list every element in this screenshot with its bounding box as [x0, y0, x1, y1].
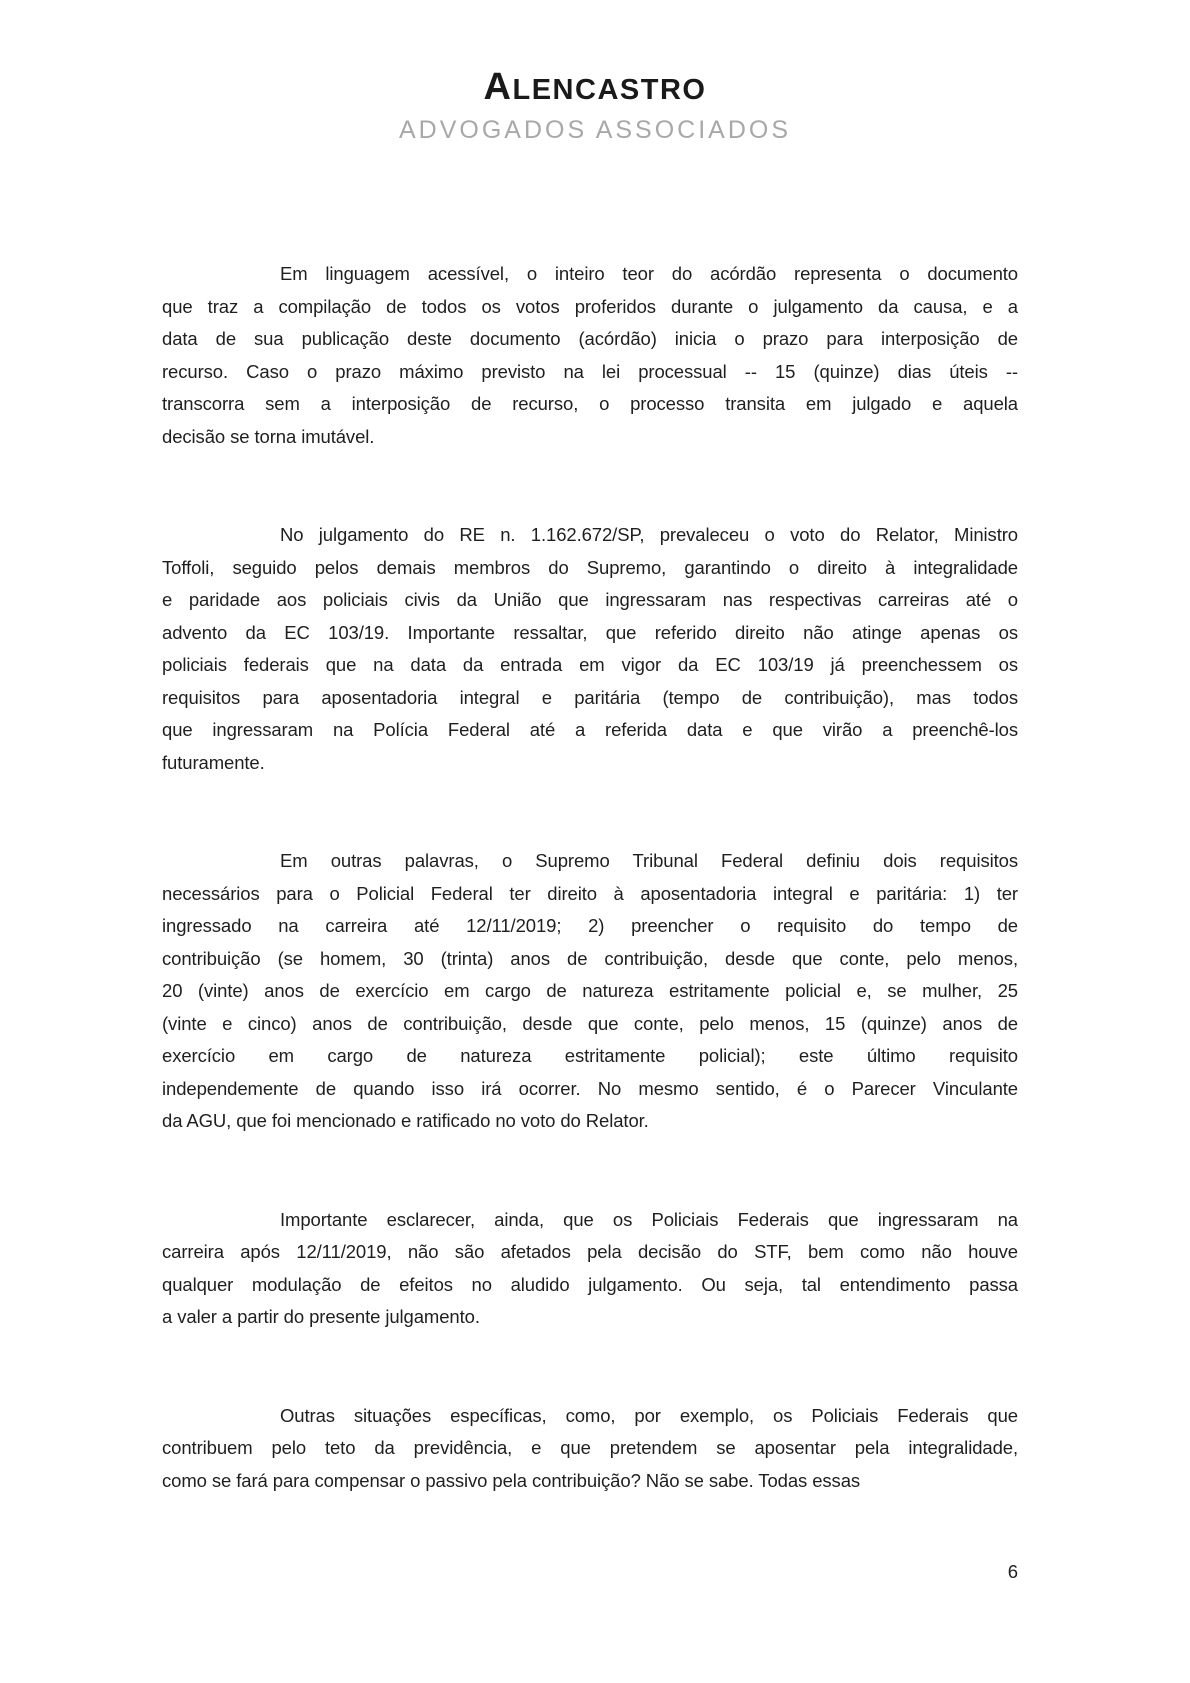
text-line: Em outras palavras, o Supremo Tribunal Federal definiu dois requisitos	[280, 850, 1018, 871]
document-body	[162, 258, 1018, 1497]
text-line: carreira após 12/11/2019, não são afetados pela decisão do STF, bem como não houve	[162, 1241, 1018, 1262]
text-line: qualquer modulação de efeitos no aludido julgamento. Ou seja, tal entendimento passa	[162, 1273, 1018, 1295]
text-line: da AGU, que foi mencionado e ratificado no voto do Relator.	[162, 1110, 649, 1131]
firm-name	[0, 68, 1190, 109]
text-line: (vinte e cinco) anos de contribuição, desde que conte, pelo menos, 15 (quinze) anos de	[162, 1012, 1018, 1034]
text-line: 20 (vinte) anos de exercício em cargo de natureza estritamente policial e, se mulher, 25	[162, 980, 1018, 1001]
text-line: que traz a compilação de todos os votos proferidos durante o julgamento da causa, e a	[162, 295, 1018, 317]
page-number: 6	[1007, 1561, 1018, 1582]
text-line: decisão se torna imutável.	[162, 425, 375, 447]
text-line: futuramente.	[162, 751, 265, 773]
text-line: Em linguagem acessível, o inteiro teor do acórdão representa o documento	[280, 263, 1018, 284]
paragraph-5	[162, 1400, 1018, 1498]
text-line: como se fará para compensar o passivo pela contribuição? Não se sabe. Todas essas	[162, 1469, 861, 1491]
paragraph-1	[162, 258, 1018, 453]
text-line: Outras situações específicas, como, por exemplo, os Policiais Federais que	[280, 1404, 1018, 1426]
text-line: advento da EC 103/19. Importante ressaltar, que referido direito não atinge apenas os	[162, 621, 1018, 643]
text-line: data de sua publicação deste documento (acórdão) inicia o prazo para interposição de	[162, 328, 1018, 349]
text-line: necessários para o Policial Federal ter direito à aposentadoria integral e paritária: 1) ter	[162, 882, 1018, 904]
text-line: a valer a partir do presente julgamento.	[162, 1306, 480, 1327]
text-line: Importante esclarecer, ainda, que os Policiais Federais que ingressaram na	[280, 1208, 1018, 1230]
text-line: independemente de quando isso irá ocorrer. No mesmo sentido, é o Parecer Vinculante	[162, 1077, 1018, 1099]
text-line: e paridade aos policiais civis da União que ingressaram nas respectivas carreiras até o	[162, 589, 1018, 610]
text-line: contribuem pelo teto da previdência, e que pretendem se aposentar pela integralidade,	[162, 1437, 1018, 1458]
firm-subtitle: ADVOGADOS ASSOCIADOS	[398, 116, 792, 144]
firm-name-rest: LENCASTRO	[512, 74, 707, 106]
paragraph-3	[162, 845, 1018, 1138]
text-line: contribuição (se homem, 30 (trinta) anos de contribuição, desde que conte, pelo menos,	[162, 947, 1018, 969]
text-line: ingressado na carreira até 12/11/2019; 2) preencher o requisito do tempo de	[162, 915, 1018, 936]
text-line: transcorra sem a interposição de recurso, o processo transita em julgado e aquela	[162, 393, 1018, 414]
letterhead	[0, 68, 1190, 145]
text-line: que ingressaram na Polícia Federal até a referida data e que virão a preenchê-los	[162, 719, 1018, 740]
text-line: Toffoli, seguido pelos demais membros do Supremo, garantindo o direito à integralidade	[162, 556, 1018, 578]
text-line: recurso. Caso o prazo máximo previsto na lei processual -- 15 (quinze) dias úteis --	[162, 360, 1018, 382]
text-line: No julgamento do RE n. 1.162.672/SP, prevaleceu o voto do Relator, Ministro	[280, 524, 1018, 545]
firm-name-initial: A	[483, 66, 513, 108]
paragraph-4	[162, 1204, 1018, 1334]
text-line: policiais federais que na data da entrada em vigor da EC 103/19 já preenchessem os	[162, 654, 1018, 675]
text-line: requisitos para aposentadoria integral e paritária (tempo de contribuição), mas todos	[162, 686, 1018, 708]
text-line: exercício em cargo de natureza estritamente policial); este último requisito	[162, 1045, 1018, 1066]
paragraph-2	[162, 519, 1018, 779]
